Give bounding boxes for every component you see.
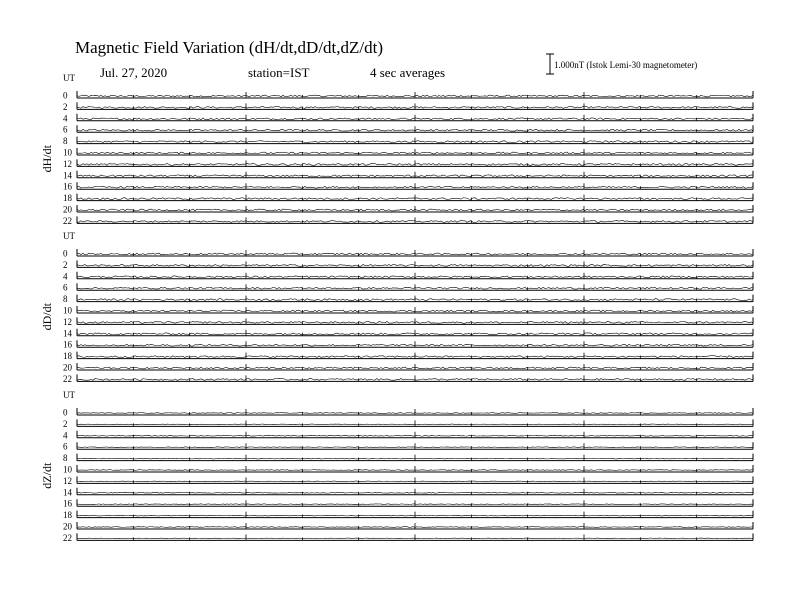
row-label: 12: [63, 158, 72, 169]
row-label: 2: [63, 101, 68, 112]
row-label: 10: [63, 464, 72, 475]
date-label: Jul. 27, 2020: [100, 65, 168, 80]
row-label: 16: [63, 339, 72, 350]
row-label: 22: [63, 373, 72, 384]
averaging-label: 4 sec averages: [370, 65, 446, 80]
row-axis-label: UT: [63, 73, 75, 83]
row-label: 4: [63, 271, 68, 282]
row-label: 12: [63, 316, 72, 327]
row-label: 8: [63, 453, 68, 464]
row-label: 12: [63, 475, 72, 486]
row-label: 16: [63, 498, 72, 509]
row-label: 20: [63, 521, 72, 532]
row-label: 2: [63, 259, 68, 270]
row-label: 0: [63, 248, 68, 259]
row-label: 0: [63, 407, 68, 418]
panel-ylabel: dZ/dt: [40, 462, 54, 489]
panel-ylabel: dH/dt: [40, 145, 54, 173]
row-trace: [77, 458, 753, 459]
row-label: 6: [63, 282, 68, 293]
row-label: 20: [63, 362, 72, 373]
row-axis-label: UT: [63, 390, 75, 400]
row-label: 2: [63, 418, 68, 429]
row-trace: [77, 470, 753, 471]
row-label: 8: [63, 294, 68, 305]
row-label: 16: [63, 181, 72, 192]
row-label: 6: [63, 124, 68, 135]
row-label: 4: [63, 430, 68, 441]
row-label: 10: [63, 147, 72, 158]
station-label: station=IST: [248, 65, 310, 80]
panel-ylabel: dD/dt: [40, 303, 54, 331]
panel-dH-dt: [40, 73, 753, 226]
row-label: 14: [63, 487, 72, 498]
row-label: 18: [63, 351, 72, 362]
panel-dD-dt: [40, 231, 753, 384]
row-label: 18: [63, 193, 72, 204]
row-label: 0: [63, 90, 68, 101]
scale-bar: [546, 54, 554, 74]
row-label: 8: [63, 136, 68, 147]
row-label: 22: [63, 532, 72, 543]
row-label: 14: [63, 170, 72, 181]
row-label: 6: [63, 441, 68, 452]
row-axis-label: UT: [63, 231, 75, 241]
panel-dZ-dt: [40, 390, 753, 543]
row-label: 22: [63, 215, 72, 226]
row-label: 20: [63, 204, 72, 215]
row-label: 4: [63, 113, 68, 124]
row-label: 18: [63, 510, 72, 521]
row-label: 10: [63, 305, 72, 316]
scale-bar-label: 1.000nT (Istok Lemi-30 magnetometer): [554, 60, 698, 70]
row-label: 14: [63, 328, 72, 339]
chart-title: Magnetic Field Variation (dH/dt,dD/dt,dZ/dt): [75, 38, 384, 57]
